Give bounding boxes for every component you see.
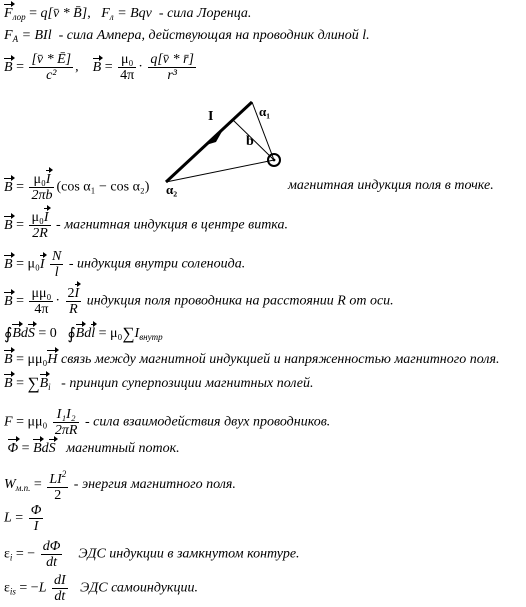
- solenoid-description: - индукция внутри соленоида.: [68, 256, 246, 272]
- alpha1-label: α₁: [259, 104, 271, 119]
- formula-flux: Φ = BdS магнитный поток.: [7, 441, 180, 456]
- ampere-formula-row: $F_A$ = BIl - сила Ампера, действующая на проводник длиной l.: [4, 28, 370, 44]
- formula-straight-conductor: B = $\frac{\text{μ₀I}}{2\pi b}$ (cos α₁ − cos α₂) магнитная индукция поля в точке.: [4, 172, 494, 203]
- current-label: I: [208, 109, 214, 124]
- formula-solenoid: B = μ₀I $\frac{N}{l}$ - индукция внутри соленоида.: [4, 249, 246, 280]
- alpha2-label: α₂: [166, 182, 178, 197]
- lorentz-description: - сила Лоренца.: [158, 6, 252, 21]
- lorentz-force-value: = Bqv: [117, 6, 152, 21]
- flux-description: магнитный поток.: [66, 441, 180, 456]
- loop-center-description: - магнитная индукция в центре витка.: [56, 217, 289, 233]
- ampere-description: - сила Ампера, действующая на проводник длиной l.: [58, 28, 370, 43]
- formula-emf: $\varepsilon_i$ = − $\frac{d\Phi}{dt}$ ЭДС индукции в замкнутом контуре.: [4, 539, 300, 570]
- two-conductors-description: - сила взаимодействия двух проводников.: [84, 414, 331, 430]
- emf-description: ЭДС индукции в замкнутом контуре.: [78, 546, 300, 562]
- formula-self-induction: $\varepsilon_{is} = -L$ $\frac{dI}{dt}$ ЭДС самоиндукции.: [4, 573, 198, 604]
- b-h-description: связь между магнитной индукцией и напряженностью магнитного поля.: [60, 352, 500, 367]
- distance-r-description: индукция поля проводника на расстоянии R от оси.: [86, 293, 394, 309]
- lorentz-force-expression: q[v̄ * B̄]: [40, 6, 88, 21]
- b-point-charge-fraction: $\frac{q[v̄ * r̄]}{\text{r³}}$: [150, 52, 194, 83]
- formula-gauss-ampere: ∮BdS = 0 ∮Bdl = $\mu_0\sum I_{внутр}$: [4, 324, 163, 343]
- straight-conductor-description: магнитная индукция поля в точке.: [288, 178, 494, 193]
- formula-b-h-relation: B = μμ₀H связь между магнитной индукцией и напряженностью магнитного поля.: [4, 352, 500, 367]
- formula-distance-r: B = $\frac{\text{μμ₀}}{4\pi}$ · $\frac{2I}{R}$ индукция поля проводника на расстоянии R от оси.: [4, 286, 394, 317]
- ampere-formula: = BIl: [21, 28, 52, 43]
- formula-loop-center: B = $\frac{\text{μ₀I}}{2R}$ - магнитная индукция в центре витка.: [4, 210, 289, 241]
- formula-inductance: L = $\frac{\Phi}{I}$: [4, 503, 42, 534]
- self-induction-description: ЭДС самоиндукции.: [80, 580, 198, 596]
- formula-two-conductors: F = μμ₀ $\frac{\text{I₁I₂}}{2\pi R}$ - сила взаимодействия двух проводников.: [4, 407, 331, 438]
- field-energy-description: - энергия магнитного поля.: [73, 477, 236, 493]
- formula-superposition: $B = \sum B_i$ - принцип суперпозиции магнитных полей.: [4, 374, 314, 393]
- b-label: b: [246, 134, 254, 149]
- formula-field-energy: $W_{м.п.}$ = $\frac{LI^2}{2}$ - энергия магнитного поля.: [4, 469, 236, 503]
- b-moving-charge-row: B = $\frac{[v̄ * Ē]}{\text{c²}}$ , B = $\frac{\text{μ₀}}{4\pi}$ · $\frac{q[v̄ * r̄]}{\text{r³}}$: [4, 52, 194, 83]
- superposition-description: - принцип суперпозиции магнитных полей.: [61, 376, 314, 391]
- conductor-diagram: [160, 90, 300, 200]
- lorentz-formula-row: $F_{лор}$ = q[v̄ * B̄], $F_л$ = Bqv - сила Лоренца.: [4, 6, 252, 22]
- b-moving-charge-fraction: $\frac{[v̄ * Ē]}{\text{c²}}$: [31, 52, 72, 83]
